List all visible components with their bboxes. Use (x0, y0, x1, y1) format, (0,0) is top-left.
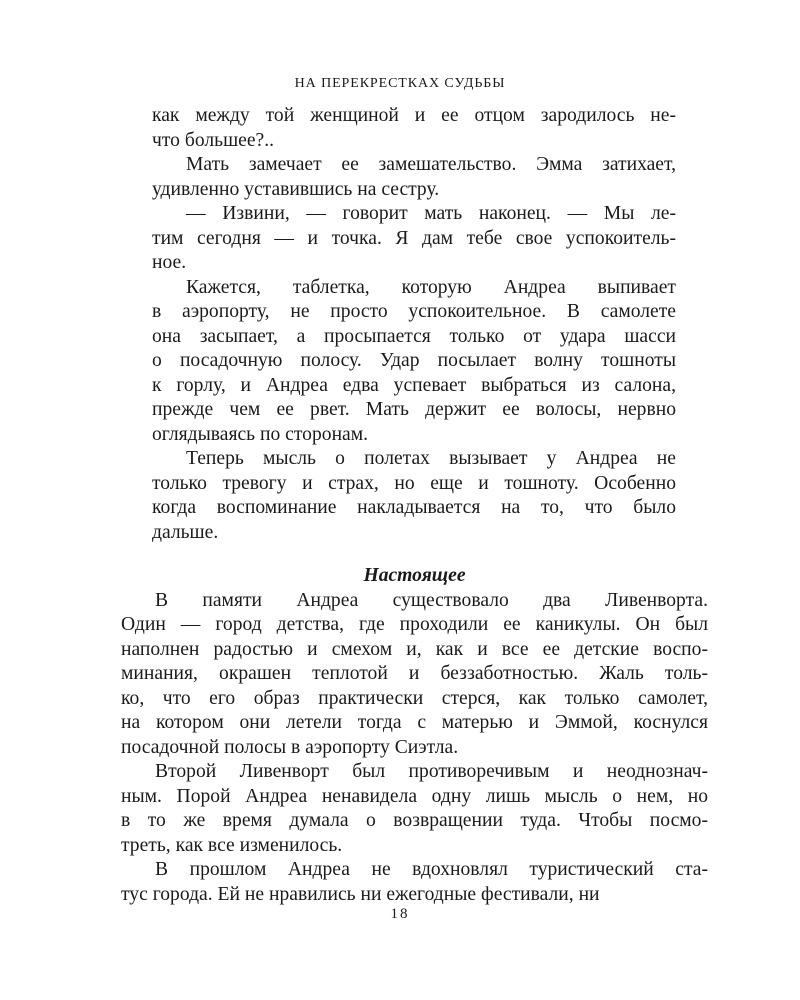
text-line: ным. Порой Андреа ненавидела одну лишь мысль о нем, но (121, 785, 708, 807)
text-line: когда воспоминание накладывается на то, что было (152, 497, 676, 518)
paragraph (152, 202, 676, 276)
paragraph (152, 153, 676, 202)
page-number: 18 (390, 906, 410, 922)
text-line: ко, что его образ практически стерся, как только самолет, (121, 687, 708, 709)
paragraph (152, 104, 676, 153)
text-line: наполнен радостью и смехом и, как и все ее детские воспо- (121, 638, 708, 660)
text-line: Один — город детства, где проходили ее каникулы. Он был (121, 614, 708, 635)
text-line: Мать замечает ее замешательство. Эмма затихает, (186, 154, 676, 175)
text-line: на котором они летели тогда с матерью и Эммой, коснулся (121, 712, 708, 733)
section-present (121, 564, 708, 907)
text-line: В прошлом Андреа не вдохновлял туристический ста- (155, 859, 708, 880)
text-line: Кажется, таблетка, которую Андреа выпивает (186, 276, 676, 298)
running-head: НА ПЕРЕКРЕСТКАХ СУДЬБЫ (294, 76, 506, 91)
text-line: Теперь мысль о полетах вызывает у Андреа не (186, 448, 676, 469)
text-line: как между той женщиной и ее отцом зародилось не- (152, 105, 676, 126)
text-line: тус города. Ей не нравились ни ежегодные фестивали, ни (121, 883, 600, 905)
text-line: ное. (152, 252, 187, 273)
paragraph (152, 276, 676, 448)
paragraph (121, 858, 708, 907)
paragraph (121, 760, 708, 858)
text-line: она засыпает, а просыпается только от удара шасси (152, 325, 676, 347)
text-line: Второй Ливенворт был противоречивым и неоднознач- (155, 761, 708, 782)
text-line: удивленно уставившись на сестру. (152, 178, 440, 200)
text-line: тим сегодня — и точка. Я дам тебе свое успокоитель- (152, 227, 676, 249)
text-line: оглядываясь по сторонам. (152, 423, 369, 445)
text-line: дальше. (152, 521, 219, 543)
text-line: — Извини, — говорит мать наконец. — Мы ле- (186, 203, 676, 224)
section-past (152, 104, 676, 545)
paragraph (121, 589, 708, 761)
text-line: В памяти Андреа существовало два Ливенворта. (155, 589, 708, 611)
text-line: минания, окрашен теплотой и беззаботностью. Жаль толь- (121, 663, 708, 684)
text-line: в то же время думала о возвращении туда. Чтобы посмо- (121, 810, 708, 831)
section-heading: Настоящее (363, 565, 466, 586)
text-line: треть, как все изменилось. (121, 834, 343, 856)
text-line: посадочной полосы в аэропорту Сиэтла. (121, 736, 459, 758)
text-line: о посадочную полосу. Удар посылает волну тошноты (152, 350, 676, 371)
text-line: прежде чем ее рвет. Мать держит ее волосы, нервно (152, 399, 676, 420)
paragraph (152, 447, 676, 545)
text-line: к горлу, и Андреа едва успевает выбраться из салона, (152, 374, 676, 396)
text-line: в аэропорту, не просто успокоительное. В самолете (152, 301, 676, 322)
text-line: только тревогу и страх, но еще и тошноту. Особенно (152, 472, 676, 494)
text-line: что большее?.. (152, 129, 275, 151)
